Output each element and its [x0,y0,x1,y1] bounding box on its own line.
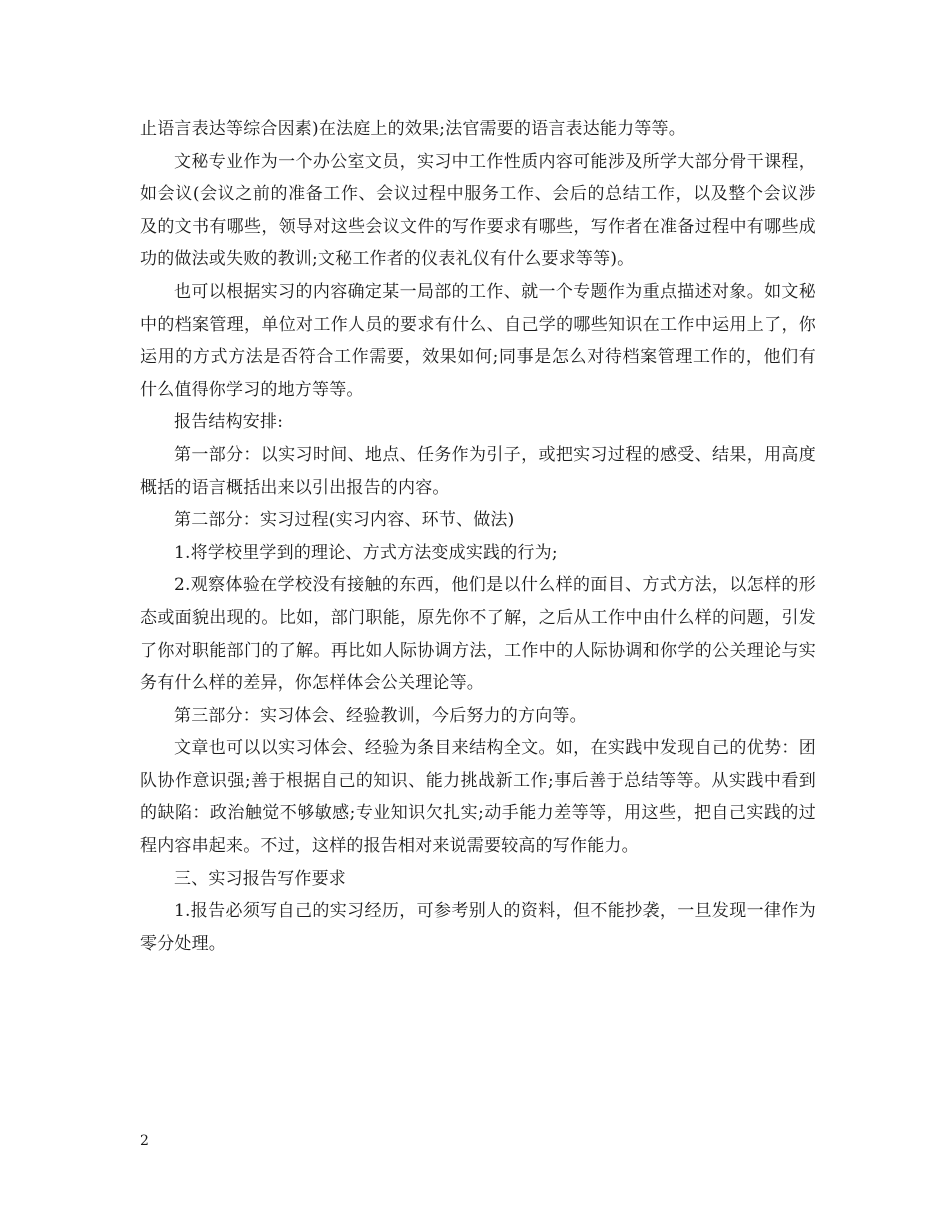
paragraph-6: 第二部分：实习过程(实习内容、环节、做法) [174,510,515,531]
paragraph-11: 三、实习报告写作要求 [174,868,346,889]
paragraph-3: 也可以根据实习的内容确定某一局部的工作、就一个专题作为重点描述对象。如文秘中的档案管理，单位对工作人员的要求有什么、自己学的哪些知识在工作中运用上了，你运用的方式方法是否符合工作需要，效果如何;同事是怎么对待档案管理工作的，他们有什么值得你学习的地方等等。 [140,281,816,400]
paragraph-8: 2.观察体验在学校没有接触的东西，他们是以什么样的面目、方式方法，以怎样的形态或面貌出现的。比如，部门职能，原先你不了解，之后从工作中由什么样的问题，引发了你对职能部门的了解。再比如人际协调方法，工作中的人际协调和你学的公关理论与实务有什么样的差异，你怎样体会公关理论等。 [140,575,816,694]
paragraph-2: 文秘专业作为一个办公室文员，实习中工作性质内容可能涉及所学大部分骨干课程，如会议(会议之前的准备工作、会议过程中服务工作、会后的总结工作，以及整个会议涉及的文书有哪些，领导对这些会议文件的写作要求有哪些，写作者在准备过程中有哪些成功的做法或失败的教训;文秘工作者的仪表礼仪有什么要求等等)。 [140,151,816,270]
paragraph-9: 第三部分：实习体会、经验教训，今后努力的方向等。 [174,705,587,726]
paragraph-4: 报告结构安排: [174,412,284,433]
document-body [140,113,816,960]
page-number: 2 [140,1133,149,1149]
paragraph-5: 第一部分：以实习时间、地点、任务作为引子，或把实习过程的感受、结果，用高度概括的语言概括出来以引出报告的内容。 [140,444,816,498]
paragraph-1: 止语言表达等综合因素)在法庭上的效果;法官需要的语言表达能力等等。 [140,119,686,139]
paragraph-10: 文章也可以以实习体会、经验为条目来结构全文。如，在实践中发现自己的优势：团队协作意识强;善于根据自己的知识、能力挑战新工作;事后善于总结等等。从实践中看到的缺陷：政治触觉不够敏感;专业知识欠扎实;动手能力差等等，用这些，把自己实践的过程内容串起来。不过，这样的报告相对来说需要较高的写作能力。 [140,738,816,857]
paragraph-12: 1.报告必须写自己的实习经历，可参考别人的资料，但不能抄袭，一旦发现一律作为零分处理。 [140,901,816,954]
paragraph-7: 1.将学校里学到的理论、方式方法变成实践的行为; [174,542,558,563]
